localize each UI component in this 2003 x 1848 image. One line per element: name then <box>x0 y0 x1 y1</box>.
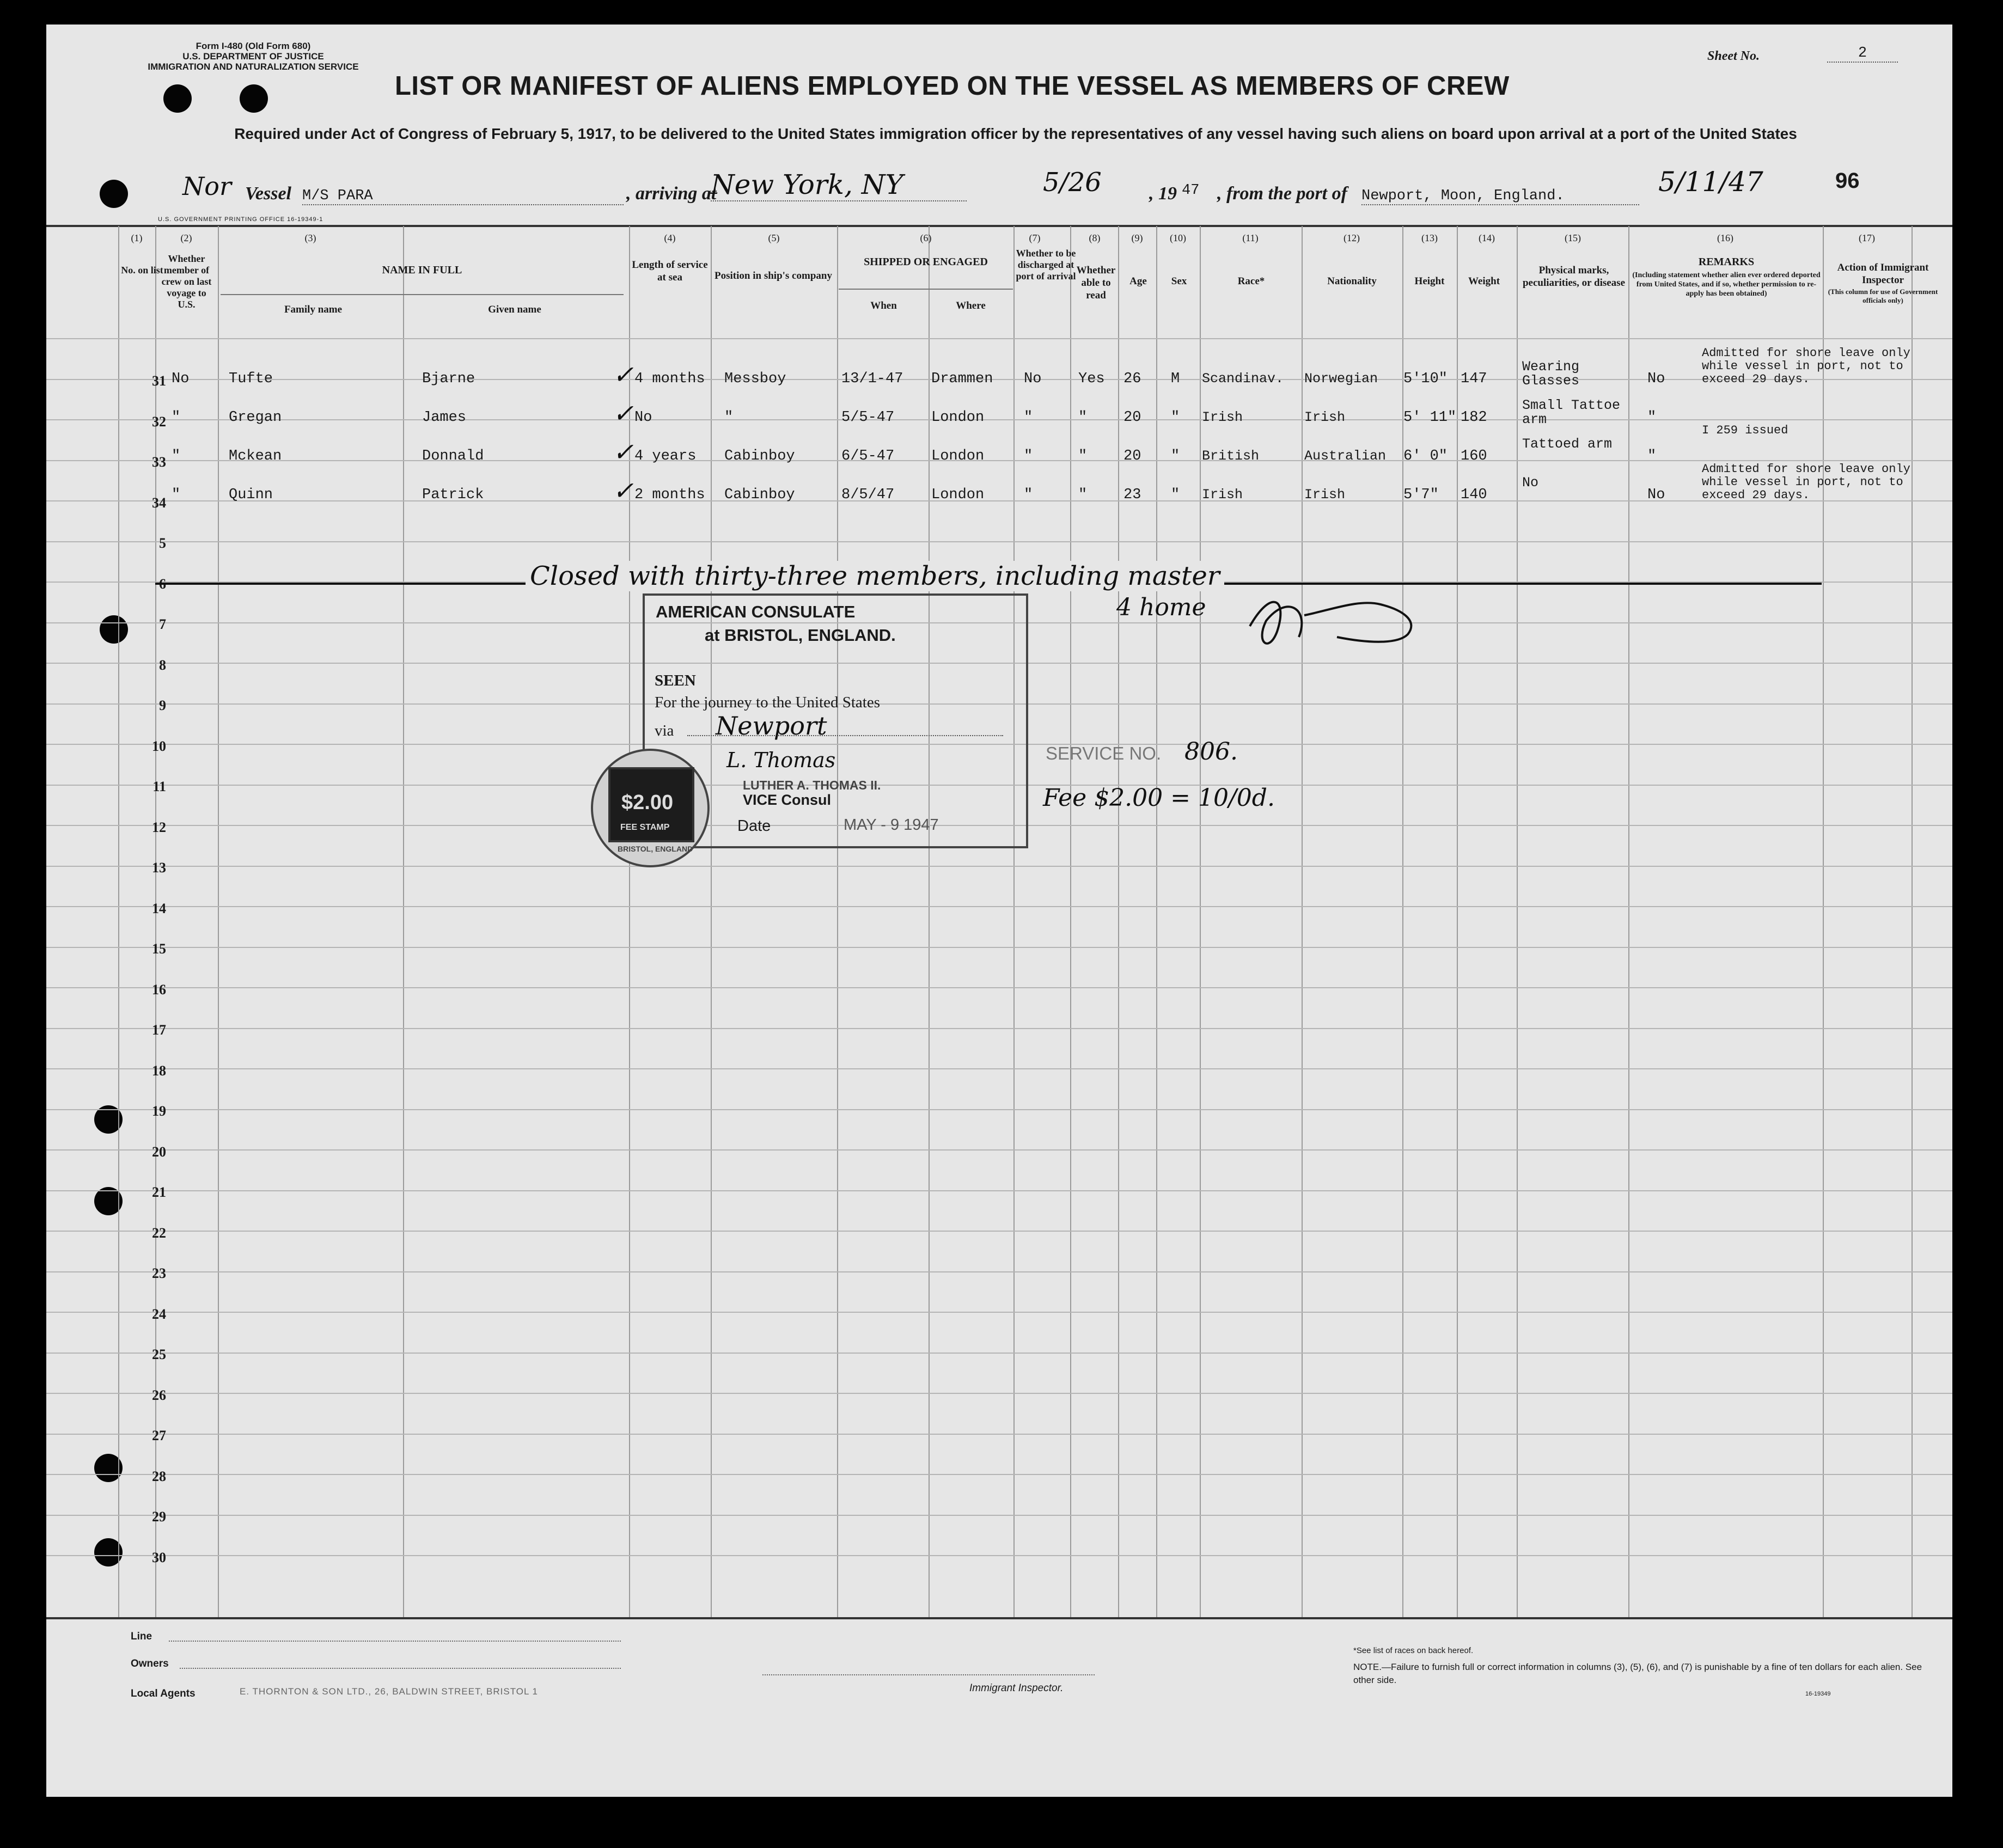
cell-crew-prev-voyage: " <box>172 487 181 503</box>
grid-column-line <box>929 226 930 1617</box>
cell-given-name: Donnald <box>422 448 484 464</box>
grid-row-line <box>46 1434 1952 1435</box>
col-header-position: Position in ship's company <box>715 270 832 282</box>
grid-column-line <box>837 226 838 1617</box>
column-number: (14) <box>1479 232 1495 243</box>
arrival-date: 5/26 <box>1043 167 1102 198</box>
column-number: (9) <box>1131 232 1143 243</box>
grid-column-line <box>155 226 156 1617</box>
service-no-label: SERVICE NO. <box>1046 743 1162 763</box>
cell-sex: " <box>1171 487 1180 503</box>
col-header-remarks: REMARKS <box>1698 256 1755 268</box>
grid-row-line <box>46 987 1952 988</box>
col-header-crew-last-voyage: Whether member of crew on last voyage to U.S. <box>161 253 212 310</box>
cell-race: Irish <box>1202 487 1243 503</box>
fee-stamp-value: $2.00 <box>621 791 674 814</box>
row-number: 26 <box>152 1387 166 1403</box>
grid-column-line <box>629 226 630 1617</box>
row-number: 29 <box>152 1509 166 1525</box>
row-number: 23 <box>152 1265 166 1281</box>
row-number: 25 <box>152 1347 166 1362</box>
grid-row-line <box>46 1555 1952 1556</box>
grid-row-line <box>46 500 1952 501</box>
consulate-name: AMERICAN CONSULATE <box>656 602 856 621</box>
cell-crew-prev-voyage: " <box>172 448 181 464</box>
grid-column-line <box>1402 226 1403 1617</box>
grid-column-line <box>711 226 712 1617</box>
column-number: (15) <box>1565 232 1581 243</box>
row-number: 13 <box>152 860 166 876</box>
cell-nationality: Australian <box>1304 448 1387 464</box>
grid-column-line <box>1302 226 1303 1617</box>
form-identifier: Form I-480 (Old Form 680) U.S. DEPARTMENT OF JUSTICE IMMIGRATION AND NATURALIZATION SERVICE <box>148 41 359 72</box>
column-number: (12) <box>1344 232 1360 243</box>
col-header-no-on-list: No. on list <box>121 265 163 276</box>
cell-sex: " <box>1171 409 1180 426</box>
row-number: 17 <box>152 1022 166 1038</box>
cell-sex: " <box>1171 448 1180 464</box>
grid-row-line <box>46 541 1952 542</box>
cell-inspector-action: Admitted for shore leave only while vessel in port, not to exceed 29 days. <box>1702 346 1910 386</box>
row-number: 10 <box>152 738 166 754</box>
cell-shipped-where: London <box>931 409 985 426</box>
seen-label: SEEN <box>655 672 696 689</box>
footer-agents-label: Local Agents <box>131 1688 196 1699</box>
col-header-shipped-or-engaged: SHIPPED OR ENGAGED <box>864 256 988 268</box>
cell-remarks: " <box>1647 448 1657 464</box>
row-number: 30 <box>152 1549 166 1565</box>
handwritten-note-left: Nor <box>182 172 231 201</box>
service-no-value: 806. <box>1184 738 1238 766</box>
grid-column-line <box>1200 226 1201 1617</box>
fee-note: Fee $2.00 = 10/0d. <box>1043 784 1275 812</box>
closing-note: Closed with thirty-three members, including master <box>526 561 1224 591</box>
footer-line-label: Line <box>131 1631 152 1642</box>
date-label: Date <box>737 817 771 835</box>
cell-age: 26 <box>1123 371 1141 387</box>
row-number: 19 <box>152 1103 166 1119</box>
col-header-action-inspector: Action of Immigrant Inspector <box>1837 262 1929 286</box>
via-port: Newport <box>716 711 827 741</box>
grid-column-line <box>403 226 404 1617</box>
row-number: 16 <box>152 981 166 998</box>
grid-column-line <box>1118 226 1119 1617</box>
grid-column-line <box>218 226 219 1617</box>
cell-weight: 140 <box>1461 487 1487 503</box>
row-number: 33 <box>152 454 166 470</box>
cell-remarks: No <box>1647 487 1665 503</box>
cell-weight: 182 <box>1461 409 1487 426</box>
col-header-sex: Sex <box>1171 276 1187 287</box>
cell-ship-position: Cabinboy <box>724 487 795 503</box>
row-number: 8 <box>159 657 166 673</box>
cell-given-name: Bjarne <box>422 371 475 387</box>
cell-height: 6' 0" <box>1403 448 1448 464</box>
sheet-number-label: Sheet No. <box>1707 49 1760 63</box>
footer-races-note: *See list of races on back hereof. <box>1353 1646 1474 1655</box>
column-number: (7) <box>1029 232 1041 243</box>
cell-physical-marks: Small Tattoe arm <box>1522 397 1621 427</box>
row-number: 21 <box>152 1184 166 1200</box>
table-bottom-border <box>46 1617 1952 1619</box>
cell-family-name: Quinn <box>229 487 273 503</box>
footer-inspector-label: Immigrant Inspector. <box>969 1682 1064 1694</box>
column-number: (13) <box>1421 232 1438 243</box>
col-header-height: Height <box>1414 276 1445 287</box>
cell-crew-prev-voyage: No <box>172 371 190 387</box>
row-number: 7 <box>159 616 166 632</box>
year-suffix: 47 <box>1182 182 1200 199</box>
vessel-label: Vessel <box>245 183 291 204</box>
cell-length-of-service: 4 months <box>634 371 705 387</box>
vice-consul-title: VICE Consul <box>743 792 832 808</box>
cell-physical-marks: No <box>1522 475 1539 491</box>
grid-row-line <box>46 419 1952 420</box>
cell-physical-marks: Tattoed arm <box>1522 436 1613 452</box>
grid-row-line <box>46 1190 1952 1191</box>
journey-label: For the journey to the United States <box>655 694 880 711</box>
cell-race: Scandinav. <box>1202 371 1284 387</box>
cell-shipped-when: 8/5/47 <box>841 487 895 503</box>
manifest-sheet <box>46 25 1952 1797</box>
column-number: (6) <box>920 232 932 243</box>
cell-age: 20 <box>1123 448 1141 464</box>
cell-crew-prev-voyage: " <box>172 409 181 426</box>
punch-hole <box>240 84 268 113</box>
row-number: 18 <box>152 1062 166 1079</box>
col-header-given-name: Given name <box>488 304 541 315</box>
sheet-number-value: 2 <box>1827 45 1898 63</box>
via-label: via <box>655 722 674 739</box>
cell-inspector-action: I 259 issued <box>1702 424 1788 437</box>
column-number: (1) <box>131 232 143 243</box>
cell-weight: 147 <box>1461 371 1487 387</box>
grid-column-line <box>1628 226 1629 1617</box>
grid-row-line <box>46 338 1952 339</box>
grid-column-line <box>1013 226 1015 1617</box>
grid-row-line <box>46 1149 1952 1151</box>
grid-column-line <box>1457 226 1458 1617</box>
column-number: (11) <box>1242 232 1259 243</box>
fee-stamp-seal <box>591 749 710 867</box>
column-number: (3) <box>304 232 316 243</box>
vessel-name: M/S PARA <box>302 188 624 205</box>
row-number: 5 <box>159 535 166 551</box>
cell-able-to-read: " <box>1078 409 1088 426</box>
cell-able-to-read: Yes <box>1078 371 1105 387</box>
cell-family-name: Gregan <box>229 409 282 426</box>
page-title: LIST OR MANIFEST OF ALIENS EMPLOYED ON THE VESSEL AS MEMBERS OF CREW <box>395 71 1510 101</box>
row-number: 27 <box>152 1428 166 1443</box>
fee-stamp-label <box>608 767 694 842</box>
grid-row-line <box>46 460 1952 461</box>
cell-length-of-service: 4 years <box>634 448 697 464</box>
year-prefix: , 19 <box>1149 183 1177 204</box>
footer-form-code: 16-19349 <box>1805 1691 1831 1697</box>
col-header-remarks-detail: (Including statement whether alien ever ordered deported from United States, and if so, whether permission to re-apply has been obtained) <box>1632 271 1821 298</box>
cell-sex: M <box>1171 371 1180 387</box>
form-subtitle: Required under Act of Congress of February 5, 1917, to be delivered to the United States immigration officer by the representatives of any vessel having such aliens on board upon arrival at a port of the United States <box>234 125 1797 142</box>
grid-row-line <box>46 1393 1952 1394</box>
table-top-border <box>46 225 1952 227</box>
cell-nationality: Norwegian <box>1304 371 1378 387</box>
cell-discharged: " <box>1024 487 1033 503</box>
grid-row-line <box>46 1109 1952 1110</box>
cell-height: 5' 11" <box>1403 409 1457 426</box>
column-number: (16) <box>1717 232 1733 243</box>
cell-shipped-when: 13/1-47 <box>841 371 903 387</box>
footer-agents-value: E. THORNTON & SON LTD., 26, BALDWIN STREET, BRISTOL 1 <box>240 1686 539 1697</box>
col-header-race: Race* <box>1237 276 1265 287</box>
cell-discharged: No <box>1024 371 1042 387</box>
row-number: 20 <box>152 1143 166 1160</box>
cell-shipped-where: Drammen <box>931 371 993 387</box>
cell-race: British <box>1202 448 1260 464</box>
col-header-nationality: Nationality <box>1327 276 1377 287</box>
cell-given-name: Patrick <box>422 487 484 503</box>
master-signature: 4 home <box>1116 593 1206 621</box>
grid-row-line <box>46 1312 1952 1313</box>
row-number: 12 <box>152 819 166 835</box>
cell-remarks: " <box>1647 409 1657 426</box>
column-number: (17) <box>1859 232 1875 243</box>
cell-able-to-read: " <box>1078 448 1088 464</box>
row-number: 22 <box>152 1225 166 1241</box>
grid-row-line <box>46 1231 1952 1232</box>
cell-height: 5'7" <box>1403 487 1439 503</box>
row-number: 31 <box>152 373 166 389</box>
row-number: 28 <box>152 1468 166 1484</box>
col-header-discharged: Whether to be discharged at port of arrival <box>1016 248 1076 282</box>
row-number: 34 <box>152 494 166 511</box>
fee-stamp-caption: FEE STAMP <box>620 823 670 832</box>
stamp-date: MAY - 9 1947 <box>844 816 939 834</box>
row-number: 24 <box>152 1306 166 1322</box>
cell-ship-position: " <box>724 409 734 426</box>
cell-remarks: No <box>1647 371 1665 387</box>
cell-physical-marks: Wearing Glasses <box>1522 359 1580 389</box>
cell-shipped-where: London <box>931 448 985 464</box>
cell-age: 20 <box>1123 409 1141 426</box>
cell-given-name: James <box>422 409 467 426</box>
grid-row-line <box>46 1028 1952 1029</box>
col-header-name-in-full: NAME IN FULL <box>382 264 462 276</box>
check-mark: ✓ <box>613 437 634 467</box>
cell-ship-position: Messboy <box>724 371 786 387</box>
check-mark: ✓ <box>613 399 634 428</box>
grid-column-line <box>1070 226 1071 1617</box>
arriving-port: New York, NY <box>711 169 967 201</box>
grid-row-line <box>46 1068 1952 1069</box>
grid-column-line <box>1517 226 1518 1617</box>
cell-length-of-service: No <box>634 409 652 426</box>
row-number: 15 <box>152 941 166 957</box>
col-header-action-inspector-detail: (This column for use of Government officials only) <box>1828 287 1938 304</box>
cell-nationality: Irish <box>1304 409 1346 425</box>
cell-discharged: " <box>1024 448 1033 464</box>
cell-length-of-service: 2 months <box>634 487 705 503</box>
col-header-physical-marks: Physical marks, peculiarities, or disease <box>1522 265 1626 289</box>
grid-column-line <box>1156 226 1157 1617</box>
cell-shipped-when: 5/5-47 <box>841 409 895 426</box>
printer-line: U.S. GOVERNMENT PRINTING OFFICE 16-19349-1 <box>158 216 323 223</box>
vice-consul-signature: L. Thomas <box>726 748 836 772</box>
from-port-label: , from the port of <box>1217 183 1347 204</box>
punch-hole <box>100 180 128 208</box>
grid-row-line <box>46 1271 1952 1272</box>
column-number: (8) <box>1089 232 1101 243</box>
row-number: 11 <box>152 779 166 794</box>
column-number: (4) <box>664 232 676 243</box>
grid-row-line <box>46 379 1952 380</box>
handwritten-date-right: 5/11/47 <box>1658 166 1763 198</box>
row-number: 32 <box>152 413 166 430</box>
cell-shipped-when: 6/5-47 <box>841 448 895 464</box>
column-number: (2) <box>180 232 192 243</box>
footer-penalty-note: NOTE.—Failure to furnish full or correct information in columns (3), (5), (6), and (7) is punishable by a fine of ten dollars for each alien. See other side. <box>1353 1662 1922 1685</box>
cell-height: 5'10" <box>1403 371 1448 387</box>
col-header-family-name: Family name <box>284 304 343 315</box>
cell-able-to-read: " <box>1078 487 1088 503</box>
grid-row-line <box>46 1515 1952 1516</box>
column-number: (5) <box>768 232 780 243</box>
col-header-able-to-read: Whether able to read <box>1076 265 1116 301</box>
cell-race: Irish <box>1202 409 1243 425</box>
grid-row-line <box>46 866 1952 867</box>
cell-discharged: " <box>1024 409 1033 426</box>
departure-port: Newport, Moon, England. <box>1361 188 1639 205</box>
grid-column-line <box>118 226 119 1617</box>
column-number: (10) <box>1170 232 1186 243</box>
col-header-age: Age <box>1129 276 1147 287</box>
col-header-where: Where <box>956 300 986 311</box>
row-number: 9 <box>159 697 166 713</box>
arriving-at-label: , arriving at <box>626 183 717 204</box>
cell-shipped-where: London <box>931 487 985 503</box>
cell-nationality: Irish <box>1304 487 1346 503</box>
check-mark: ✓ <box>613 476 634 505</box>
punch-hole <box>163 84 192 113</box>
row-number: 14 <box>152 900 166 916</box>
consulate-location: at BRISTOL, ENGLAND. <box>705 626 896 645</box>
vice-consul-name: LUTHER A. THOMAS II. <box>743 778 881 792</box>
cell-age: 23 <box>1123 487 1141 503</box>
grid-row-line <box>46 947 1952 948</box>
page-stamp-number: 96 <box>1835 169 1860 193</box>
grid-row-line <box>46 906 1952 907</box>
cell-family-name: Mckean <box>229 448 282 464</box>
cell-ship-position: Cabinboy <box>724 448 795 464</box>
cell-inspector-action: Admitted for shore leave only while vessel in port, not to exceed 29 days. <box>1702 462 1910 502</box>
fee-stamp-ring-text: BRISTOL, ENGLAND <box>618 845 693 853</box>
grid-row-line <box>46 1474 1952 1475</box>
signature-flourish <box>1239 577 1435 659</box>
col-header-when: When <box>870 300 897 311</box>
col-header-weight: Weight <box>1468 276 1500 287</box>
grid-row-line <box>46 1353 1952 1354</box>
col-header-length-of-service: Length of service at sea <box>632 259 708 283</box>
footer-owners-label: Owners <box>131 1658 169 1669</box>
check-mark: ✓ <box>613 360 634 389</box>
cell-weight: 160 <box>1461 448 1487 464</box>
cell-family-name: Tufte <box>229 371 273 387</box>
